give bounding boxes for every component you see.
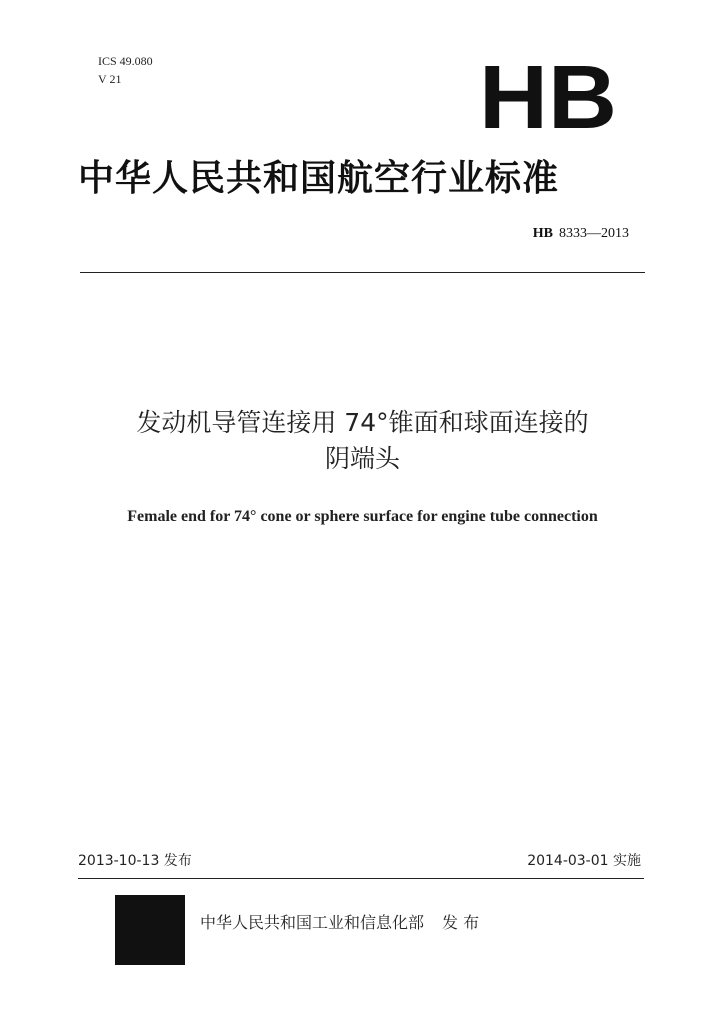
top-divider — [80, 272, 645, 273]
issue-date: 2013-10-13 发布 — [78, 853, 192, 869]
ccs-code: V 21 — [98, 72, 122, 86]
implementation-date: 2014-03-01 实施 — [527, 853, 641, 869]
bottom-divider — [78, 878, 644, 879]
publisher-action: 发 布 — [442, 913, 480, 932]
standard-title: 中华人民共和国航空行业标准 — [78, 158, 560, 199]
standard-prefix: HB — [532, 226, 553, 241]
ics-block — [98, 52, 153, 88]
publisher-line — [200, 910, 479, 933]
document-title-en: Female end for 74° cone or sphere surface for engine tube connection — [127, 508, 598, 525]
publisher-name: 中华人民共和国工业和信息化部 — [200, 913, 425, 932]
title-zh-line2: 阴端头 — [324, 444, 400, 473]
hb-logo — [478, 62, 618, 132]
ics-code: ICS 49.080 — [98, 54, 153, 68]
title-zh-line1: 发动机导管连接用 74°锥面和球面连接的 — [136, 408, 589, 437]
standard-number — [533, 226, 629, 242]
standard-number-value: 8333—2013 — [559, 226, 629, 241]
ministry-logo — [115, 895, 185, 965]
document-title-zh — [60, 405, 665, 477]
hb-logo-text: HB — [479, 62, 617, 132]
